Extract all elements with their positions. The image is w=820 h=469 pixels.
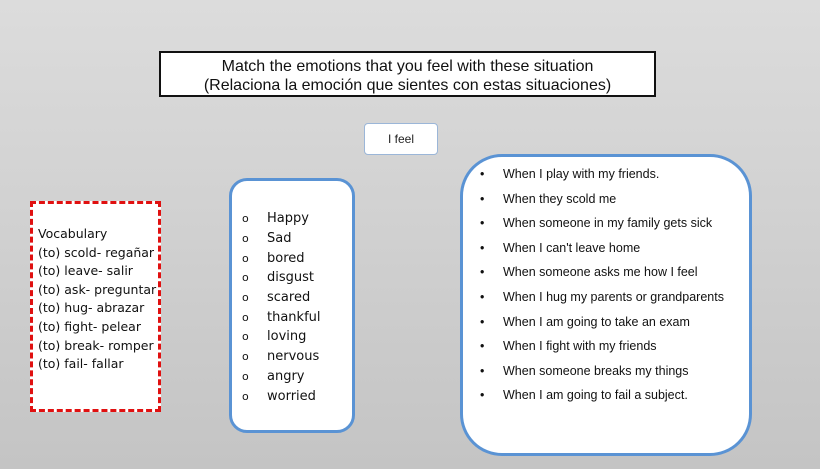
dot-bullet-icon: • (480, 363, 485, 378)
circle-bullet-icon: o (242, 389, 249, 403)
emotion-label: Sad (267, 231, 292, 247)
emotion-item[interactable] (242, 386, 352, 406)
emotion-label: bored (267, 250, 305, 266)
situation-item[interactable] (480, 334, 749, 359)
circle-bullet-icon: o (242, 291, 249, 305)
dot-bullet-icon: • (480, 289, 485, 304)
emotion-item[interactable] (242, 209, 352, 229)
vocabulary-heading: Vocabulary (38, 226, 108, 241)
vocabulary-item: (to) break- romper (38, 337, 154, 353)
dot-bullet-icon: • (480, 240, 485, 255)
emotion-label: disgust (267, 270, 314, 286)
emotion-item[interactable] (242, 367, 352, 387)
vocabulary-item: (to) leave- salir (38, 263, 133, 279)
situation-item[interactable] (480, 383, 749, 408)
dot-bullet-icon: • (480, 314, 485, 329)
dot-bullet-icon: • (480, 167, 485, 181)
situation-text: When I am going to fail a subject. (503, 388, 688, 403)
situation-item[interactable] (480, 285, 749, 310)
emotion-item[interactable] (242, 307, 352, 327)
instruction-title-box (159, 51, 656, 97)
circle-bullet-icon: o (242, 271, 249, 285)
emotion-item[interactable] (242, 268, 352, 288)
situation-text: When I am going to take an exam (503, 314, 690, 329)
dot-bullet-icon: • (480, 339, 485, 354)
emotion-item[interactable] (242, 347, 352, 367)
situation-text: When someone breaks my things (503, 363, 689, 378)
emotion-item[interactable] (242, 248, 352, 268)
vocabulary-item: (to) fight- pelear (38, 318, 141, 334)
vocabulary-item: (to) ask- preguntar (38, 281, 157, 297)
title-line-spanish: (Relaciona la emoción que sientes con estas situaciones) (203, 77, 612, 94)
situation-text: When I play with my friends. (503, 167, 660, 181)
situation-item[interactable] (480, 310, 749, 335)
situation-item[interactable] (480, 359, 749, 384)
emotion-item[interactable] (242, 229, 352, 249)
circle-bullet-icon: o (242, 212, 249, 226)
situation-item[interactable] (480, 187, 749, 212)
emotion-label: thankful (267, 309, 321, 325)
circle-bullet-icon: o (242, 330, 249, 344)
situation-text: When someone in my family gets sick (503, 216, 713, 231)
situation-text: When I can't leave home (503, 240, 641, 255)
dot-bullet-icon: • (480, 191, 485, 206)
i-feel-button[interactable]: I feel (364, 123, 438, 155)
dot-bullet-icon: • (480, 388, 485, 403)
circle-bullet-icon: o (242, 369, 249, 383)
emotion-item[interactable] (242, 288, 352, 308)
situation-item[interactable] (480, 236, 749, 261)
emotion-label: loving (267, 329, 307, 345)
dot-bullet-icon: • (480, 265, 485, 280)
dot-bullet-icon: • (480, 216, 485, 231)
situation-text: When I hug my parents or grandparents (503, 289, 724, 304)
emotion-label: worried (267, 388, 316, 404)
vocabulary-box (30, 201, 161, 412)
vocabulary-item: (to) fail- fallar (38, 356, 124, 372)
situation-item[interactable] (480, 260, 749, 285)
circle-bullet-icon: o (242, 232, 249, 246)
situation-text: When they scold me (503, 191, 617, 206)
circle-bullet-icon: o (242, 350, 249, 364)
emotions-list-box (229, 178, 355, 433)
vocabulary-item: (to) scold- regañar (38, 244, 155, 260)
emotion-label: angry (267, 368, 305, 384)
situation-item[interactable] (480, 162, 749, 187)
circle-bullet-icon: o (242, 251, 249, 265)
vocabulary-item: (to) hug- abrazar (38, 300, 145, 316)
emotion-label: Happy (267, 211, 309, 227)
situations-list-box (460, 154, 752, 456)
emotion-item[interactable] (242, 327, 352, 347)
title-line-english: Match the emotions that you feel with these situation (221, 58, 594, 75)
situation-text: When someone asks me how I feel (503, 265, 698, 280)
situation-text: When I fight with my friends (503, 339, 657, 354)
circle-bullet-icon: o (242, 310, 249, 324)
situation-item[interactable] (480, 211, 749, 236)
emotion-label: scared (267, 290, 311, 306)
emotion-label: nervous (267, 349, 320, 365)
